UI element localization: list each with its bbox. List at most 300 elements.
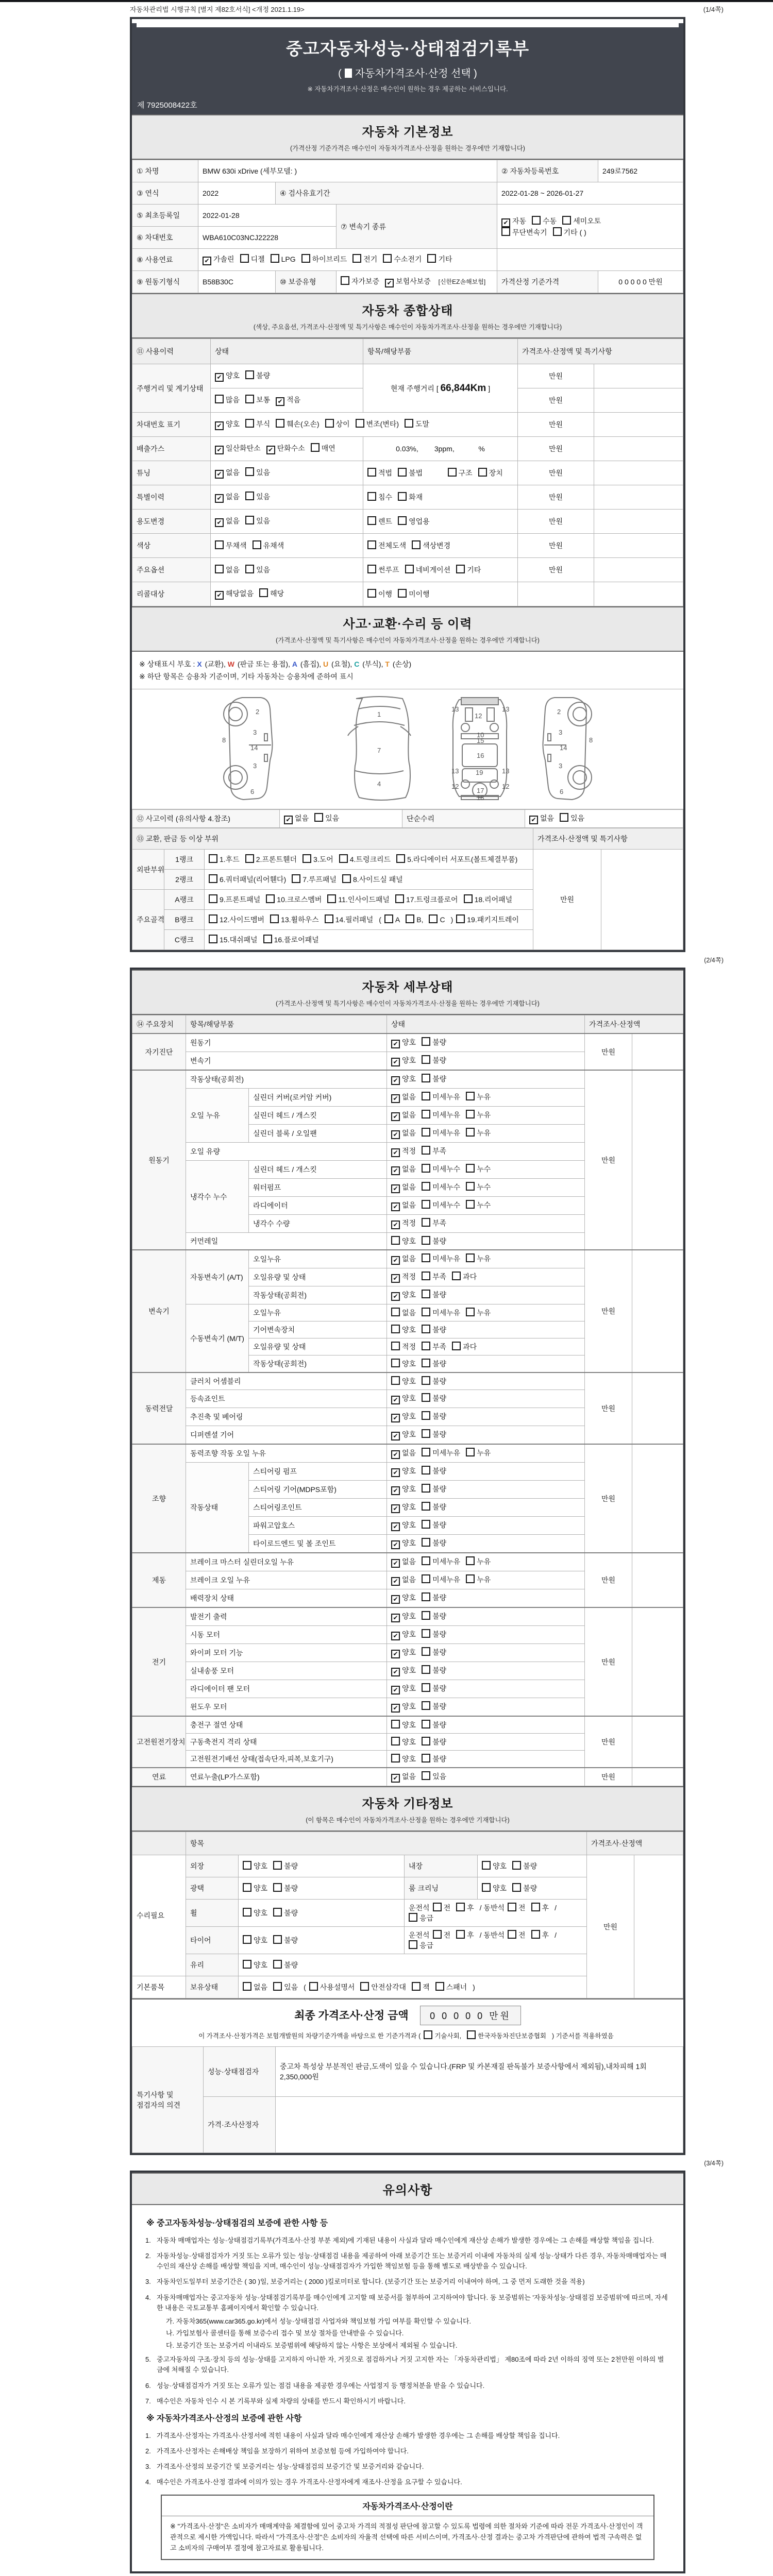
empty-box-icon[interactable] (245, 419, 254, 428)
checkbox-스패너[interactable]: 스패너 (435, 1982, 467, 1992)
empty-box-icon[interactable] (215, 395, 224, 403)
empty-box-icon[interactable] (422, 1466, 430, 1475)
checkbox-불량[interactable]: 불량 (273, 1908, 298, 1918)
empty-box-icon[interactable] (391, 1342, 400, 1350)
checkbox-양호[interactable]: ✔ 양호 (391, 1290, 416, 1301)
checkbox-불법[interactable]: 불법 (398, 468, 423, 478)
checkbox-양호[interactable]: ✔ 양호 (391, 1538, 416, 1549)
empty-box-icon[interactable] (270, 914, 279, 923)
checked-box-icon[interactable] (391, 1221, 400, 1229)
empty-box-icon[interactable] (391, 1236, 400, 1245)
empty-box-icon[interactable] (367, 540, 376, 549)
checkbox-불량[interactable]: 불량 (422, 1683, 446, 1693)
empty-box-icon[interactable] (271, 254, 279, 263)
empty-box-icon[interactable] (243, 1960, 251, 1969)
empty-box-icon[interactable] (422, 1683, 430, 1692)
checkbox-양호[interactable]: ✔ 양호 (391, 1393, 416, 1404)
checkbox-안전삼각대[interactable]: 안전삼각대 (360, 1982, 406, 1992)
checkbox-양호[interactable]: 양호 (391, 1737, 416, 1747)
checkbox-양호[interactable]: 양호 (391, 1754, 416, 1764)
empty-box-icon[interactable] (398, 589, 407, 598)
checkbox-후[interactable]: 후 (531, 1930, 549, 1940)
empty-box-icon[interactable] (367, 492, 376, 501)
empty-box-icon[interactable] (412, 540, 421, 549)
empty-box-icon[interactable] (427, 254, 436, 263)
checkbox-B,[interactable]: B, (406, 914, 423, 924)
checkbox-양호[interactable]: ✔ 양호 (391, 1647, 416, 1658)
checkbox-없음[interactable]: ✔ 없음 (391, 1771, 416, 1783)
empty-box-icon[interactable] (273, 1861, 282, 1870)
checkbox-영업용[interactable]: 영업용 (398, 516, 430, 527)
checkbox-누유[interactable]: 누유 (466, 1574, 491, 1585)
empty-box-icon[interactable] (266, 894, 275, 903)
empty-box-icon[interactable] (482, 1883, 491, 1892)
empty-box-icon[interactable] (512, 1861, 521, 1870)
checked-box-icon[interactable] (391, 1504, 400, 1513)
checkbox-미세누유[interactable]: 미세누유 (422, 1128, 460, 1138)
empty-box-icon[interactable] (325, 914, 333, 923)
empty-box-icon[interactable] (367, 565, 376, 573)
empty-box-icon[interactable] (422, 1647, 430, 1656)
checkbox-부족[interactable]: 부족 (422, 1218, 446, 1228)
checked-box-icon[interactable] (391, 1650, 400, 1658)
checkbox-없음[interactable]: ✔ 없음 (284, 813, 309, 824)
empty-box-icon[interactable] (532, 216, 541, 225)
checked-box-icon[interactable] (266, 446, 275, 454)
checkbox-불량[interactable]: 불량 (512, 1883, 537, 1893)
empty-box-icon[interactable] (531, 1903, 540, 1911)
checked-box-icon[interactable] (391, 1450, 400, 1459)
empty-box-icon[interactable] (391, 1325, 400, 1333)
checkbox-7.루프패널[interactable]: 7.루프패널 (292, 874, 337, 885)
checkbox-부족[interactable]: 부족 (422, 1146, 446, 1156)
checkbox-잭[interactable]: 잭 (412, 1982, 430, 1992)
empty-box-icon[interactable] (464, 894, 473, 903)
checkbox-6.쿼터패널(리어휀다)[interactable]: 6.쿼터패널(리어휀다) (209, 874, 286, 885)
empty-box-icon[interactable] (215, 565, 224, 573)
empty-box-icon[interactable] (243, 1935, 251, 1944)
checked-box-icon[interactable] (391, 1614, 400, 1622)
checkbox-응급[interactable]: 응급 (409, 1913, 433, 1923)
checkbox-있음[interactable]: 있음 (245, 467, 270, 478)
checkbox-14.필러패널[interactable]: 14.필러패널 (325, 914, 374, 925)
checkbox-12.사이드멤버[interactable]: 12.사이드멤버 (209, 914, 264, 925)
empty-box-icon[interactable] (466, 1110, 475, 1118)
checkbox-전[interactable]: 전 (508, 1903, 526, 1913)
checkbox-있음[interactable]: 있음 (245, 492, 270, 502)
checkbox-양호[interactable]: ✔ 양호 (391, 1484, 416, 1495)
checked-box-icon[interactable] (385, 279, 394, 287)
checked-box-icon[interactable] (391, 1468, 400, 1477)
empty-box-icon[interactable] (435, 1982, 444, 1991)
checked-box-icon[interactable] (215, 494, 224, 503)
empty-box-icon[interactable] (273, 1982, 282, 1991)
checkbox-없음[interactable]: ✔ 없음 (391, 1253, 416, 1265)
checked-box-icon[interactable] (391, 1274, 400, 1283)
checkbox-침수[interactable]: 침수 (367, 492, 392, 502)
empty-box-icon[interactable] (422, 1308, 430, 1316)
empty-box-icon[interactable] (501, 227, 510, 236)
checkbox-기술사회,[interactable]: 기술사회, (424, 2030, 461, 2040)
checkbox-수동[interactable]: 수동 (532, 216, 557, 226)
empty-box-icon[interactable] (342, 874, 351, 883)
empty-box-icon[interactable] (452, 1272, 461, 1280)
empty-box-icon[interactable] (412, 1982, 421, 1991)
checked-box-icon[interactable] (391, 1130, 400, 1139)
checkbox-없음[interactable]: ✔ 없음 (391, 1448, 416, 1459)
empty-box-icon[interactable] (405, 565, 414, 573)
checkbox-9.프론트패널[interactable]: 9.프론트패널 (209, 894, 260, 905)
checkbox-상이[interactable]: 상이 (325, 419, 350, 429)
empty-box-icon[interactable] (466, 1182, 475, 1191)
checkbox-불량[interactable]: 불량 (273, 1935, 298, 1945)
empty-box-icon[interactable] (422, 1092, 430, 1100)
empty-box-icon[interactable] (422, 1411, 430, 1420)
checkbox-기타[interactable]: 기타 (456, 565, 481, 575)
empty-box-icon[interactable] (391, 1359, 400, 1367)
checked-box-icon[interactable] (391, 1414, 400, 1422)
checkbox-디젤[interactable]: 디젤 (240, 254, 265, 264)
checkbox-부족[interactable]: 부족 (422, 1272, 446, 1282)
checkbox-누수[interactable]: 누수 (466, 1164, 491, 1174)
checkbox-하이브리드[interactable]: 하이브리드 (301, 254, 347, 264)
checkbox-불량[interactable]: 불량 (422, 1754, 446, 1764)
checkbox-양호[interactable]: ✔ 양호 (391, 1520, 416, 1531)
empty-box-icon[interactable] (259, 588, 268, 597)
empty-box-icon[interactable] (422, 1611, 430, 1620)
checked-box-icon[interactable] (215, 421, 224, 430)
checkbox-미세누유[interactable]: 미세누유 (422, 1308, 460, 1318)
empty-box-icon[interactable] (276, 419, 284, 428)
checkbox-양호[interactable]: 양호 (391, 1236, 416, 1246)
empty-box-icon[interactable] (482, 1861, 491, 1870)
checkbox-불량[interactable]: 불량 (422, 1037, 446, 1047)
checked-box-icon[interactable] (391, 1540, 400, 1549)
empty-box-icon[interactable] (273, 1935, 282, 1944)
checkbox-적음[interactable]: ✔ 적음 (276, 395, 300, 406)
checkbox-적정[interactable]: 적정 (391, 1342, 416, 1352)
checkbox-미세누유[interactable]: 미세누유 (422, 1092, 460, 1102)
empty-box-icon[interactable] (215, 540, 224, 549)
checkbox-불량[interactable]: 불량 (422, 1647, 446, 1657)
checkbox-누유[interactable]: 누유 (466, 1253, 491, 1264)
checkbox-불량[interactable]: 불량 (422, 1074, 446, 1084)
empty-box-icon[interactable] (422, 1290, 430, 1298)
empty-box-icon[interactable] (422, 1701, 430, 1710)
empty-box-icon[interactable] (391, 1376, 400, 1385)
checked-box-icon[interactable] (215, 518, 224, 527)
checked-box-icon[interactable] (391, 1595, 400, 1604)
checkbox-양호[interactable]: ✔ 양호 (391, 1611, 416, 1622)
empty-box-icon[interactable] (422, 1448, 430, 1456)
checkbox-부족[interactable]: 부족 (422, 1342, 446, 1352)
empty-box-icon[interactable] (303, 854, 311, 863)
empty-box-icon[interactable] (360, 1982, 369, 1991)
checkbox-불량[interactable]: 불량 (512, 1861, 537, 1871)
checkbox-적정[interactable]: ✔ 적정 (391, 1218, 416, 1229)
checked-box-icon[interactable] (391, 1112, 400, 1121)
checkbox-과다[interactable]: 과다 (452, 1342, 477, 1352)
checkbox-미세누유[interactable]: 미세누유 (422, 1574, 460, 1585)
checked-box-icon[interactable] (391, 1704, 400, 1713)
checkbox-1.후드[interactable]: 1.후드 (209, 854, 240, 865)
empty-box-icon[interactable] (396, 854, 405, 863)
checkbox-양호[interactable]: ✔ 양호 (391, 1411, 416, 1422)
checkbox-15.대쉬패널[interactable]: 15.대쉬패널 (209, 935, 258, 945)
checkbox-16.플로어패널[interactable]: 16.플로어패널 (263, 935, 319, 945)
checkbox-보험사보증[interactable]: ✔ 보험사보증 (385, 276, 431, 287)
checkbox-미세누수[interactable]: 미세누수 (422, 1164, 460, 1174)
checkbox-불량[interactable]: 불량 (422, 1290, 446, 1300)
checkbox-없음[interactable]: ✔ 없음 (391, 1182, 416, 1193)
checkbox-자가보증[interactable]: 자가보증 (341, 276, 379, 286)
checkbox-양호[interactable]: 양호 (391, 1720, 416, 1730)
checked-box-icon[interactable] (391, 1577, 400, 1586)
empty-box-icon[interactable] (209, 874, 217, 883)
checkbox-화재[interactable]: 화재 (398, 492, 423, 502)
empty-box-icon[interactable] (422, 1110, 430, 1118)
checked-box-icon[interactable] (391, 1058, 400, 1066)
checkbox-있음[interactable]: 있음 (422, 1771, 446, 1782)
checked-box-icon[interactable] (391, 1202, 400, 1211)
checkbox-불량[interactable]: 불량 (422, 1665, 446, 1675)
checkbox-미세누유[interactable]: 미세누유 (422, 1448, 460, 1458)
empty-box-icon[interactable] (422, 1236, 430, 1245)
checkbox-렌트[interactable]: 렌트 (367, 516, 392, 527)
checkbox-2.프론트휀더[interactable]: 2.프론트휀더 (245, 854, 297, 865)
empty-box-icon[interactable] (466, 1556, 475, 1565)
checkbox-양호[interactable]: ✔ 양호 (391, 1037, 416, 1048)
empty-box-icon[interactable] (422, 1720, 430, 1728)
checkbox-8.사이드실 패널[interactable]: 8.사이드실 패널 (342, 874, 403, 885)
empty-box-icon[interactable] (395, 894, 404, 903)
checkbox-없음[interactable]: ✔ 없음 (215, 516, 240, 527)
empty-box-icon[interactable] (422, 1665, 430, 1674)
empty-box-icon[interactable] (273, 1883, 282, 1892)
empty-box-icon[interactable] (467, 2030, 476, 2039)
checkbox-적정[interactable]: ✔ 적정 (391, 1146, 416, 1157)
empty-box-icon[interactable] (245, 467, 254, 476)
checkbox-누유[interactable]: 누유 (466, 1556, 491, 1567)
empty-box-icon[interactable] (422, 1771, 430, 1780)
checkbox-13.휠하우스[interactable]: 13.휠하우스 (270, 914, 319, 925)
empty-box-icon[interactable] (311, 443, 320, 452)
empty-box-icon[interactable] (409, 1940, 417, 1949)
empty-box-icon[interactable] (209, 894, 217, 903)
checkbox-있음[interactable]: 있음 (245, 565, 270, 575)
empty-box-icon[interactable] (243, 1883, 251, 1892)
checkbox-없음[interactable]: ✔ 없음 (391, 1200, 416, 1211)
empty-box-icon[interactable] (466, 1253, 475, 1262)
checkbox-전[interactable]: 전 (508, 1930, 526, 1940)
checkbox-사용설명서[interactable]: 사용설명서 (309, 1982, 355, 1992)
checkbox-일산화탄소[interactable]: ✔ 일산화탄소 (215, 443, 261, 454)
checked-box-icon[interactable] (203, 257, 211, 265)
empty-box-icon[interactable] (263, 935, 272, 943)
checkbox-양호[interactable]: 양호 (243, 1861, 267, 1871)
checkbox-도말[interactable]: 도말 (405, 419, 429, 429)
checkbox-양호[interactable]: 양호 (243, 1883, 267, 1893)
checkbox-불량[interactable]: 불량 (273, 1960, 298, 1970)
checkbox-불량[interactable]: 불량 (273, 1883, 298, 1893)
empty-box-icon[interactable] (339, 854, 348, 863)
checkbox-없음[interactable]: ✔ 없음 (391, 1128, 416, 1139)
empty-box-icon[interactable] (456, 914, 465, 923)
checkbox-18.리어패널[interactable]: 18.리어패널 (464, 894, 513, 905)
empty-box-icon[interactable] (209, 854, 217, 863)
checkbox-17.트렁크플로어[interactable]: 17.트렁크플로어 (395, 894, 458, 905)
empty-box-icon[interactable] (456, 1930, 465, 1939)
empty-box-icon[interactable] (429, 914, 438, 923)
empty-box-icon[interactable] (245, 395, 254, 403)
checkbox-자동[interactable]: ✔자동 (501, 216, 526, 227)
checked-box-icon[interactable] (391, 1292, 400, 1301)
empty-box-icon[interactable] (456, 1903, 465, 1911)
checkbox-훼손(오손)[interactable]: 훼손(오손) (276, 419, 319, 429)
checked-box-icon[interactable] (391, 1522, 400, 1531)
checkbox-부식[interactable]: 부식 (245, 419, 270, 429)
empty-box-icon[interactable] (367, 589, 376, 598)
checkbox-전기[interactable]: 전기 (352, 254, 377, 264)
checkbox-무채색[interactable]: 무채색 (215, 540, 247, 551)
checkbox-있음[interactable]: 있음 (560, 813, 584, 823)
checkbox-양호[interactable]: 양호 (243, 1960, 267, 1970)
empty-box-icon[interactable] (391, 1737, 400, 1745)
empty-box-icon[interactable] (409, 1913, 417, 1922)
checked-box-icon[interactable] (276, 397, 284, 406)
checkbox-양호[interactable]: ✔ 양호 (391, 1055, 416, 1066)
empty-box-icon[interactable] (422, 1754, 430, 1762)
empty-box-icon[interactable] (560, 813, 568, 822)
checked-box-icon[interactable] (529, 816, 538, 824)
checkbox-양호[interactable]: 양호 (482, 1883, 507, 1893)
checkbox-11.인사이드패널[interactable]: 11.인사이드패널 (327, 894, 390, 905)
empty-box-icon[interactable] (273, 1960, 282, 1969)
empty-box-icon[interactable] (422, 1359, 430, 1367)
checkbox-미세누수[interactable]: 미세누수 (422, 1182, 460, 1192)
checked-box-icon[interactable] (391, 1668, 400, 1676)
empty-box-icon[interactable] (553, 227, 562, 236)
checkbox-불량[interactable]: 불량 (422, 1411, 446, 1421)
checkbox-누유[interactable]: 누유 (466, 1308, 491, 1318)
empty-box-icon[interactable] (352, 254, 361, 263)
empty-box-icon[interactable] (466, 1574, 475, 1583)
checkbox-없음[interactable]: ✔ 없음 (215, 492, 240, 503)
empty-box-icon[interactable] (508, 1930, 516, 1939)
empty-box-icon[interactable] (422, 1429, 430, 1438)
empty-box-icon[interactable] (466, 1164, 475, 1173)
empty-box-icon[interactable] (422, 1218, 430, 1227)
checked-box-icon[interactable] (391, 1486, 400, 1495)
empty-box-icon[interactable] (466, 1448, 475, 1456)
checkbox-불량[interactable]: 불량 (422, 1629, 446, 1639)
empty-box-icon[interactable] (243, 1982, 251, 1991)
checkbox-과다[interactable]: 과다 (452, 1272, 477, 1282)
checkbox-불량[interactable]: 불량 (422, 1484, 446, 1494)
empty-box-icon[interactable] (422, 1538, 430, 1547)
empty-box-icon[interactable] (466, 1128, 475, 1137)
empty-box-icon[interactable] (422, 1592, 430, 1601)
checkbox-장치[interactable]: 장치 (478, 468, 503, 478)
empty-box-icon[interactable] (292, 874, 300, 883)
checkbox-누유[interactable]: 누유 (466, 1128, 491, 1138)
checkbox-없음[interactable]: 없음 (391, 1308, 416, 1318)
checked-box-icon[interactable] (391, 1094, 400, 1103)
checkbox-불량[interactable]: 불량 (422, 1611, 446, 1621)
empty-box-icon[interactable] (398, 516, 407, 525)
checkbox-해당[interactable]: 해당 (259, 588, 284, 599)
checkbox-양호[interactable]: ✔ 양호 (391, 1074, 416, 1085)
empty-box-icon[interactable] (562, 216, 571, 225)
empty-box-icon[interactable] (422, 1376, 430, 1385)
checkbox-기타[interactable]: 기타 (427, 254, 452, 264)
checkbox-3.도어[interactable]: 3.도어 (303, 854, 333, 865)
checkbox-불량[interactable]: 불량 (422, 1538, 446, 1548)
checkbox-양호[interactable]: ✔ 양호 (391, 1683, 416, 1694)
checked-box-icon[interactable] (391, 1559, 400, 1568)
checked-box-icon[interactable] (391, 1774, 400, 1783)
checkbox-한국자동차진단보증협회[interactable]: 한국자동차진단보증협회 (467, 2030, 546, 2040)
checkbox-없음[interactable]: 없음 (243, 1982, 267, 1992)
checkbox-불량[interactable]: 불량 (245, 370, 270, 381)
checkbox-보통[interactable]: 보통 (245, 395, 270, 405)
checkbox-불량[interactable]: 불량 (422, 1376, 446, 1386)
empty-box-icon[interactable] (245, 516, 254, 524)
checkbox-불량[interactable]: 불량 (422, 1325, 446, 1335)
checkbox-없음[interactable]: ✔ 없음 (215, 467, 240, 479)
checkbox-양호[interactable]: ✔ 양호 (391, 1502, 416, 1513)
empty-box-icon[interactable] (243, 1908, 251, 1917)
empty-box-icon[interactable] (325, 419, 334, 428)
checkbox-적정[interactable]: ✔ 적정 (391, 1272, 416, 1283)
checkbox-양호[interactable]: 양호 (391, 1376, 416, 1386)
checkbox-기타 ( )[interactable]: 기타 ( ) (553, 227, 586, 238)
checked-box-icon[interactable] (284, 816, 293, 824)
checkbox-불량[interactable]: 불량 (422, 1737, 446, 1747)
checkbox-구조[interactable]: 구조 (448, 468, 473, 478)
empty-box-icon[interactable] (245, 370, 254, 379)
checkbox-없음[interactable]: ✔ 없음 (391, 1574, 416, 1586)
empty-box-icon[interactable] (406, 914, 414, 923)
checkbox-없음[interactable]: 없음 (215, 565, 240, 575)
checkbox-누수[interactable]: 누수 (466, 1200, 491, 1210)
empty-box-icon[interactable] (327, 894, 336, 903)
checkbox-불량[interactable]: 불량 (422, 1520, 446, 1530)
empty-box-icon[interactable] (422, 1055, 430, 1064)
checkbox-미세누유[interactable]: 미세누유 (422, 1556, 460, 1567)
checkbox-유채색[interactable]: 유채색 (253, 540, 284, 551)
empty-box-icon[interactable] (391, 1720, 400, 1728)
checkbox-수소전기[interactable]: 수소전기 (383, 254, 422, 264)
checkbox-양호[interactable]: 양호 (391, 1325, 416, 1335)
empty-box-icon[interactable] (422, 1182, 430, 1191)
empty-box-icon[interactable] (341, 276, 349, 285)
checkbox-누유[interactable]: 누유 (466, 1110, 491, 1120)
empty-box-icon[interactable] (391, 1308, 400, 1316)
checkbox-4.트렁크리드[interactable]: 4.트렁크리드 (339, 854, 391, 865)
empty-box-icon[interactable] (422, 1484, 430, 1493)
empty-box-icon[interactable] (424, 2030, 432, 2039)
empty-box-icon[interactable] (531, 1930, 540, 1939)
checkbox-무단변속기[interactable]: 무단변속기 (501, 227, 547, 238)
empty-box-icon[interactable] (405, 419, 413, 428)
empty-box-icon[interactable] (433, 1930, 442, 1939)
checkbox-후[interactable]: 후 (531, 1903, 549, 1913)
empty-box-icon[interactable] (309, 1982, 318, 1991)
empty-box-icon[interactable] (367, 468, 376, 477)
checkbox-색상변경[interactable]: 색상변경 (412, 540, 450, 551)
checked-box-icon[interactable] (391, 1148, 400, 1157)
